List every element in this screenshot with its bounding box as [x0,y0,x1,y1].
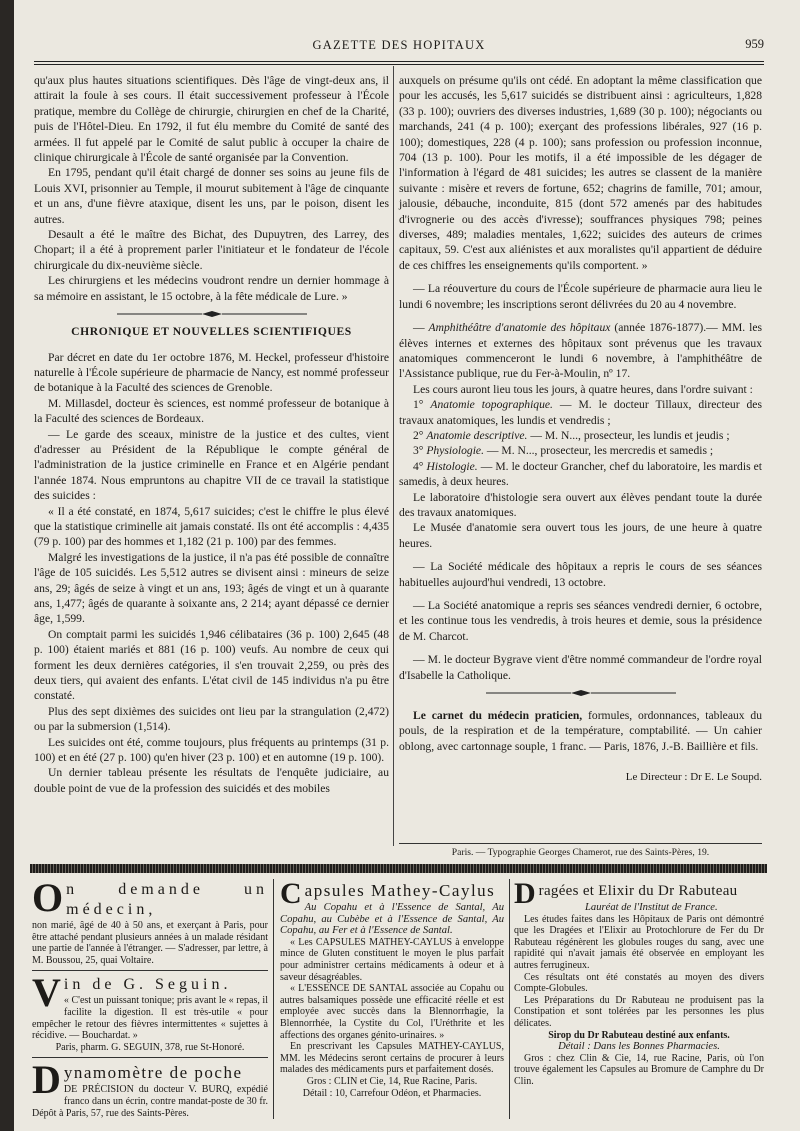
paragraph: Malgré les investigations de la justice, il n'a pas été possible de connaître l'âge de 105 suicidés. Les 5,512 autres se divisent ainsi : mineurs de seize ans, 29; âgés de seize à vingt et un ans, 193; âgés de vingt et un à quarante ans, 1,477; âgés de quarante à soixante ans, 2 214; ayant dépassé ce dernier âge, 1,599. [34,550,389,626]
advertisement-band [30,864,767,873]
ad-text: non marié, âgé de 40 à 50 ans, et exerçant à Paris, pour être attaché pendant plusieurs années à un malade résidant une partie de l'année à l'étranger. — S'adresser, par lettre, à M. Boussou, 25, quai Voltaire. [32,920,268,966]
printer-imprint: Paris. — Typographie Georges Chamerot, rue des Saints-Pères, 19. [451,847,710,858]
left-column [34,73,389,796]
ornament-divider [486,690,676,696]
course-detail: — M. N..., prosecteur, les lundis et jeudis ; [530,428,730,442]
section-heading: CHRONIQUE ET NOUVELLES SCIENTIFIQUES [71,325,352,339]
paragraph: Les chirurgiens et les médecins voudront rendre un dernier hommage à sa mémoire en assistant, le 15 octobre, à la fête médicale de Lure. » [34,274,389,303]
paragraph: Les suicides ont été, comme toujours, plus fréquents au printemps (31 p. 100) et en été (27 p. 100) qu'en hiver (23 p. 100) et en automne (19 p. 100). [34,735,389,765]
paragraph: — Amphithéâtre d'anatomie des hôpitaux (année 1876-1877).— MM. les élèves internes et externes des hôpitaux sont prévenus que les travaux anatomiques commenceront le lundi 6 novembre, à l'amphithéâtre de l'Assistance publique, rue du Fer-à-Moulin, nº 17. [399,321,762,381]
ad-address: Paris, pharm. G. SEGUIN, 378, rue St-Honoré. [55,1041,245,1053]
course-item: 4° Histologie. — M. le docteur Grancher, chef du laboratoire, les mardis et samedis, à deux heures. [399,459,762,489]
course-name: Anatomie descriptive. [426,428,528,442]
ad-wholesale: Gros : CLIN et Cie, 14, Rue Racine, Paris. [306,1075,478,1087]
paragraph: — M. le docteur Bygrave vient d'être nommé commandeur de l'ordre royal d'Isabelle la Catholique. [399,653,762,682]
paragraph: En 1795, pendant qu'il était chargé de donner ses soins au jeune fils de Louis XVI, prisonnier au Temple, il mourut subitement à l'âge de cinquante et un ans, d'une fièvre ataxique, disent les uns, par le poison, disent les autres. [34,166,389,226]
footer-rule [399,843,762,844]
ad-subtitle: Au Copahu et à l'Essence de Santal, Au Copahu, au Cubèbe et à l'Essence de Santal, Au Copahu, au Fer et à l'Essence de Santal. [280,902,504,937]
ad-retail: Détail : 10, Carrefour Odéon, et Pharmacies. [302,1087,482,1099]
course-name: Histologie. [426,459,478,473]
paragraph: Un dernier tableau présente les résultats de l'enquête judiciaire, au double point de vue de la profession des suicidés et des mobiles [34,766,389,795]
amphitheatre-title: Amphithéâtre d'anatomie des hôpitaux [428,321,611,335]
ad-separator [32,1057,268,1058]
ad-column-left [32,875,268,1119]
course-name: Anatomie topographique. [430,398,553,412]
course-detail: — M. le docteur Tillaux, directeur des travaux anatomiques, les lundis et vendredis ; [399,398,762,427]
drop-cap: C [280,877,302,910]
paragraph: — La Société anatomique a repris ses séances vendredi dernier, 6 octobre, et les continue tous les vendredis, à trois heures et demie, sous la présidence de M. Charcot. [399,599,762,643]
drop-cap: V [32,970,61,1016]
right-column [399,73,762,786]
director-signature: Le Directeur : Dr E. Le Soupd. [625,771,762,784]
ad-dragees-rabuteau [514,877,764,1088]
paragraph: Les cours auront lieu tous les jours, à quatre heures, dans l'ordre suivant : [413,382,753,396]
ad-text: « L'ESSENCE DE SANTAL associée au Copahu ou autres balsamiques possède une efficacité réelle et est employée avec succès dans la Blennorrhagie, la Blennorrhée, la Cystite du Col, l'Uréthrite et les affections des organes génito-urinaires. » [280,983,504,1041]
ad-text: DE PRÉCISION du docteur V. BURQ, expédié franco dans un écrin, contre mandat-poste de 30 fr. Dépôt à Paris, 57, rue des Saints-Pères. [32,1084,268,1119]
paragraph: M. Millasdel, docteur ès sciences, est nommé professeur de botanique à la Faculté des sciences de Bordeaux. [34,396,389,426]
drop-cap: O [32,875,64,920]
paragraph: Le laboratoire d'histologie sera ouvert aux élèves pendant toute la durée des travaux anatomiques. [399,490,762,519]
book-description: formules, ordonnances, tableaux du pouls, de la respiration et de la température, comptabilité. — Un cahier oblong, avec cartonnage souple, 1 franc. — Paris, 1876, J.-B. Baillière et fils. [399,709,762,753]
course-name: Physiologie. [426,444,484,458]
paragraph: auxquels on présume qu'ils ont cédé. En adoptant la même classification que pour les accusés, les 5,617 suicidés se distribuent ainsi : agriculteurs, 1,828 (33 p. 100); ouvriers des diverses industries, 1,689 (30 p. 100); négociants ou marchands, 241 (4 p. 100); exerçant des professions libérales, 927 (16 p. 100); domestiques, 228 (4 p. 100); sans profession ou profession inconnue, 704 (13 p. 100). Pour les motifs, il a été impossible de les dégager de l'information à l'égard de 481 suicides; les autres se classent de la manière suivante : misère et revers de fortune, 652; chagrins de famille, 701; amour, jalousie, débauche, inconduite, 815 (dont 572 amenés par des habitudes d'ivrognerie ou des accès d'ivresse); souffrances physiques 798; peines diverses, 489; maladies mentales, 1,622; suicides des auteurs de crimes capitaux, 59. C'est aux aliénistes et aux moralistes qu'il appartient de déduire de ces chiffres les enseignements qu'ils comportent. » [399,74,762,272]
ad-retail: Détail : Dans les Bonnes Pharmacies. [558,1041,720,1053]
course-item: 3° Physiologie. — M. N..., prosecteur, les mercredis et samedis ; [413,444,714,458]
paragraph: On comptait parmi les suicidés 1,946 célibataires (36 p. 100) 2,645 (48 p. 100) étaient mariés et 881 (16 p. 100) veufs. Au nombre de ceux qui forment les deux dernières catégories, il s'en trouvait 2,259, ou près des deux tiers, qui avaient des enfants. L'état civil de 145 individus n'a pu être constaté. [34,627,389,703]
course-item: 2° Anatomie descriptive. — M. N..., prosecteur, les lundis et jeudis ; [413,428,730,442]
ad-capsules-mathey-caylus [280,877,504,1099]
page-spine-edge [0,0,14,1131]
drop-cap: D [32,1057,61,1103]
paragraph: « Il a été constaté, en 1874, 5,617 suicides; c'est le chiffre le plus élevé que la statistique criminelle ait jamais constaté. Ils ont été accomplis : 4,435 (79 p. 100) par des hommes et 1,182 (21 p. 100) par des femmes. [34,504,389,549]
ad-separator [32,970,268,971]
paragraph: — Le garde des sceaux, ministre de la justice et des cultes, vient d'adresser au Président de la République le compte général de l'administration de la justice criminelle en France et en Algérie pendant l'année 1874. Nous empruntons au chapitre VII de ce travail la statistique des suicides : [34,427,389,503]
course-detail: — M. N..., prosecteur, les mercredis et samedis ; [486,444,714,458]
book-notice [399,708,762,754]
ad-text: « C'est un puissant tonique; pris avant le « repas, il facilite la digestion. Il est très-utile « pour empêcher le retour des fièvres intermittentes « sujettes à récidive. — Bouchardat. » [32,995,268,1042]
amphitheatre-text: (année 1876-1877).— MM. les élèves internes et externes des hôpitaux sont prévenus que les travaux anatomiques commenceront le lundi 6 novembre, à l'amphithéâtre de l'Assistance publique, rue du Fer-à-Moulin, nº 17. [399,321,762,381]
ornament-divider [117,311,307,317]
ad-dynamometre [32,1057,268,1119]
journal-title: GAZETTE DES HOPITAUX [312,38,486,52]
ad-medecin [32,875,268,966]
course-detail: — M. le docteur Grancher, chef du laboratoire, les mardis et samedis, à deux heures. [399,459,762,489]
ad-title: apsules Mathey-Caylus [304,881,496,900]
ad-subtitle: Lauréat de l'Institut de France. [585,902,718,913]
paragraph: Plus des sept dixièmes des suicides ont lieu par la strangulation (2,472) ou par la submersion (1,514). [34,704,389,734]
drop-cap: D [514,877,536,910]
ad-title: ragées et Elixir du Dr Rabuteau [538,883,738,899]
ad-text: En prescrivant les Capsules MATHEY-CAYLUS, MM. les Médecins seront certains de procurer à leurs malades des médicaments purs et parfaitement dosés. [280,1041,504,1076]
ad-sirop: Sirop du Dr Rabuteau destiné aux enfants. [548,1029,730,1041]
paragraph: Par décret en date du 1er octobre 1876, M. Heckel, professeur d'histoire naturelle à l'École supérieure de pharmacie de Nancy, est nommé professeur de botanique à la Faculté des sciences de Grenoble. [34,350,389,395]
paragraph: Desault a été le maître des Bichat, des Dupuytren, des Larrey, des Chopart; il a été à proprement parler l'initiateur et le fondateur de l'école chirurgicale du dix-neuvième siècle. [34,228,389,272]
ad-title: ynamomètre de poche [63,1063,243,1083]
ad-text: Ces résultats ont été constatés au moyen des divers Compte-Globules. [514,971,764,995]
header-rule [34,61,764,65]
paragraph: Le Musée d'anatomie sera ouvert tous les jours, de une heure à quatre heures. [399,521,762,550]
ad-wholesale: Gros : chez Clin & Cie, 14, rue Racine, Paris, où l'on trouve également les Capsules au Bromure de Camphre du Dr Clin. [514,1052,764,1087]
ad-text: « Les CAPSULES MATHEY-CAYLUS à enveloppe mince de Gluten constituent le moyen le plus parfait pour administrer certains médicaments à odeur et à saveur désagréables. [280,936,504,983]
paragraph: qu'aux plus hautes situations scientifiques. Dès l'âge de vingt-deux ans, il attirait la foule à ses cours. Il était successivement professeur à l'École pratique, membre du Collège de chirurgie, chirurgien en chef de la Charité, puis de l'Hôtel-Dieu. En 1792, il fut élu membre du Comité de santé des armées. Il fut appelé par le Comité de salut public à occuper la chaire de clinique chirurgicale à l'École de santé organisée par la Convention. [34,74,389,165]
ad-title: in de G. Seguin. [63,976,232,994]
ad-title: n demande un médecin, [66,881,268,918]
ad-divider [509,879,510,1119]
ad-text: Les Préparations du Dr Rabuteau ne produisent pas la Constipation et sont tolérées par les personnes les plus délicates. [514,994,764,1029]
page-number: 959 [745,37,764,51]
paragraph: — La réouverture du cours de l'École supérieure de pharmacie aura lieu le lundi 6 novembre; les inscriptions seront délivrées du 20 au 4 novembre. [399,282,762,311]
course-item: 1° Anatomie topographique. — M. le docteur Tillaux, directeur des travaux anatomiques, les lundis et vendredis ; [399,398,762,427]
ad-vin-seguin [32,970,268,1053]
column-divider [393,66,394,846]
paragraph: — La Société médicale des hôpitaux a repris le cours de ses séances habituelles aujourd'hui vendredi, 13 octobre. [399,560,762,589]
ad-divider [273,879,274,1119]
book-title: Le carnet du médecin praticien, [413,709,583,723]
ad-text: Les études faites dans les Hôpitaux de Paris ont démontré que les Dragées et l'Elixir au Protochlorure de Fer du Dr Rabuteau régénèrent les globules rouges du sang, avec une rapidité qui n'avait jamais été observée en employant les autres ferrugineux. [514,913,764,971]
page-header [34,36,764,56]
